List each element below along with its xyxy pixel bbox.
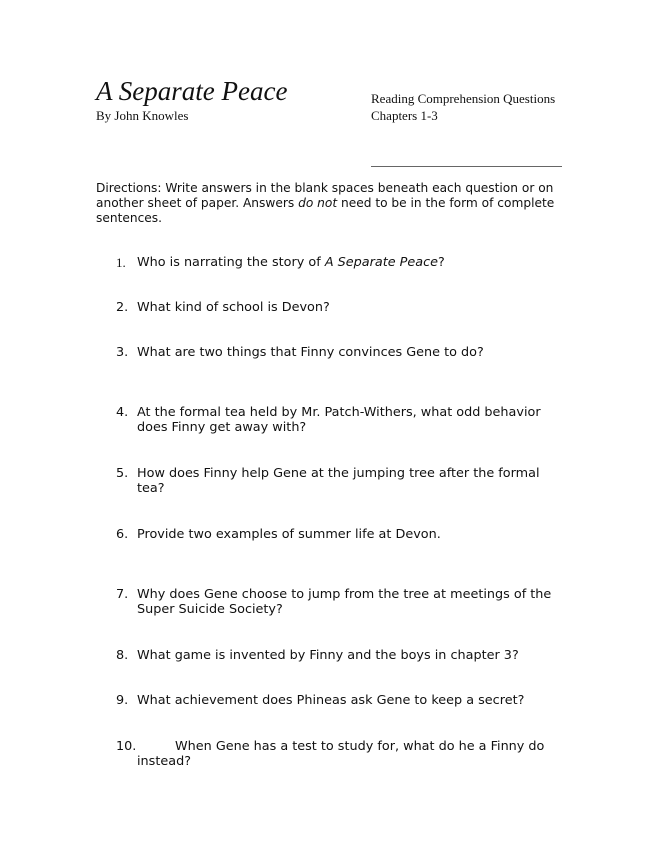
author-line: By John Knowles: [96, 108, 189, 123]
question-text: How does Finny help Gene at the jumping tree after the formal tea?: [137, 466, 540, 496]
question-number: 2.: [116, 300, 129, 315]
question-text: What achievement does Phineas ask Gene to keep a secret?: [137, 693, 525, 708]
question-text-part: ?: [438, 255, 445, 270]
question-text: What kind of school is Devon?: [137, 300, 330, 315]
question-text: Why does Gene choose to jump from the tree at meetings of the Super Suicide Society?: [137, 587, 552, 617]
worksheet-title: Reading Comprehension Questions: [371, 91, 556, 106]
question-number: 1.: [116, 255, 126, 270]
question-text: What game is invented by Finny and the boys in chapter 3?: [137, 648, 519, 663]
question-number: 6.: [116, 527, 129, 542]
question-text: Provide two examples of summer life at Devon.: [137, 527, 441, 542]
question-number: 3.: [116, 345, 129, 360]
chapters-label: Chapters 1-3: [371, 108, 438, 123]
question-text-part: When Gene has a test to study for, what do he a Finny do instead?: [137, 739, 545, 769]
question-text: What are two things that Finny convinces Gene to do?: [137, 345, 484, 360]
question-text-part: Who is narrating the story of: [137, 255, 325, 270]
question-number: 7.: [116, 587, 129, 602]
question-text: [137, 739, 557, 769]
directions-text: Directions: Write answers in the blank spaces beneath each question or on another sheet of paper. Answers: [96, 181, 554, 210]
directions: [96, 181, 566, 226]
name-blank-line: [371, 166, 562, 167]
directions-emphasis: do not: [298, 196, 338, 210]
book-title: A Separate Peace: [96, 76, 288, 106]
question-number: 9.: [116, 693, 129, 708]
question-number: 5.: [116, 466, 129, 481]
book-title-italic: A Separate Peace: [324, 255, 438, 270]
question-number: 4.: [116, 405, 129, 420]
question-number: 8.: [116, 648, 129, 663]
directions-text-end: need to be in the form of complete sentences.: [96, 196, 555, 225]
question-number: 10.: [116, 739, 137, 754]
question-text: [137, 255, 557, 270]
question-text: At the formal tea held by Mr. Patch-Withers, what odd behavior does Finny get away with?: [137, 405, 541, 435]
